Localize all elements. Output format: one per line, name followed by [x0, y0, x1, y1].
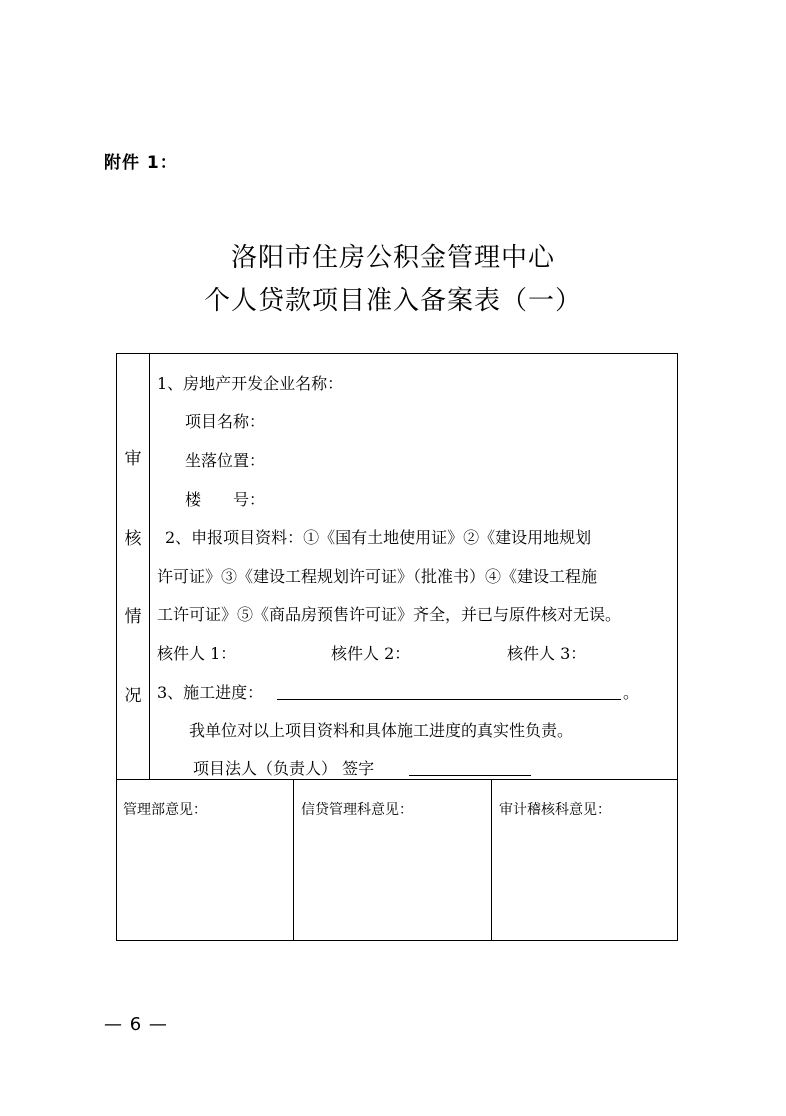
checker-1-label: 核件人 1：: [157, 644, 237, 663]
location-label: 坐落位置：: [185, 451, 266, 470]
opinion-divider-1: [293, 779, 294, 940]
checker-3-label: 核件人 3：: [507, 644, 587, 663]
section-divider: [117, 779, 677, 780]
project-name-label: 项目名称：: [185, 412, 266, 431]
documents-line-3: 工许可证》⑤《商品房预售许可证》齐全，并已与原件核对无误。: [157, 605, 622, 624]
signature-line: [409, 775, 531, 776]
audit-opinion-label: 审计稽核科意见：: [499, 802, 611, 818]
side-column-divider: [149, 354, 150, 779]
construction-progress-label: 3、施工进度：: [157, 683, 264, 702]
progress-fill-line: [277, 699, 621, 700]
page-title-line1: 洛阳市住房公积金管理中心: [230, 243, 555, 273]
documents-line-2: 许可证》③《建设工程规划许可证》（批准书）④《建设工程施: [157, 567, 598, 586]
signature-label: 项目法人（负责人） 签字: [193, 759, 375, 778]
progress-end-mark: 。: [623, 683, 640, 702]
side-label-char-2: 核: [124, 529, 142, 549]
page-number: — 6 —: [104, 1014, 168, 1035]
attachment-label: 附件 1：: [104, 153, 178, 173]
filing-form-table: [116, 353, 678, 941]
building-number-label: 楼 号：: [185, 490, 266, 509]
responsibility-statement: 我单位对以上项目资料和具体施工进度的真实性负责。: [189, 721, 574, 740]
side-label-char-3: 情: [124, 607, 142, 627]
credit-opinion-label: 信贷管理科意见：: [301, 802, 413, 818]
opinion-divider-2: [491, 779, 492, 940]
checker-2-label: 核件人 2：: [331, 644, 411, 663]
developer-name-label: 1、房地产开发企业名称：: [157, 374, 344, 393]
management-opinion-label: 管理部意见：: [123, 802, 207, 818]
side-label-char-4: 况: [124, 686, 142, 706]
documents-line-1: 2、申报项目资料：①《国有土地使用证》②《建设用地规划: [165, 528, 592, 547]
page-title-line2: 个人贷款项目准入备案表（一）: [203, 286, 582, 316]
side-label-char-1: 审: [124, 449, 142, 469]
